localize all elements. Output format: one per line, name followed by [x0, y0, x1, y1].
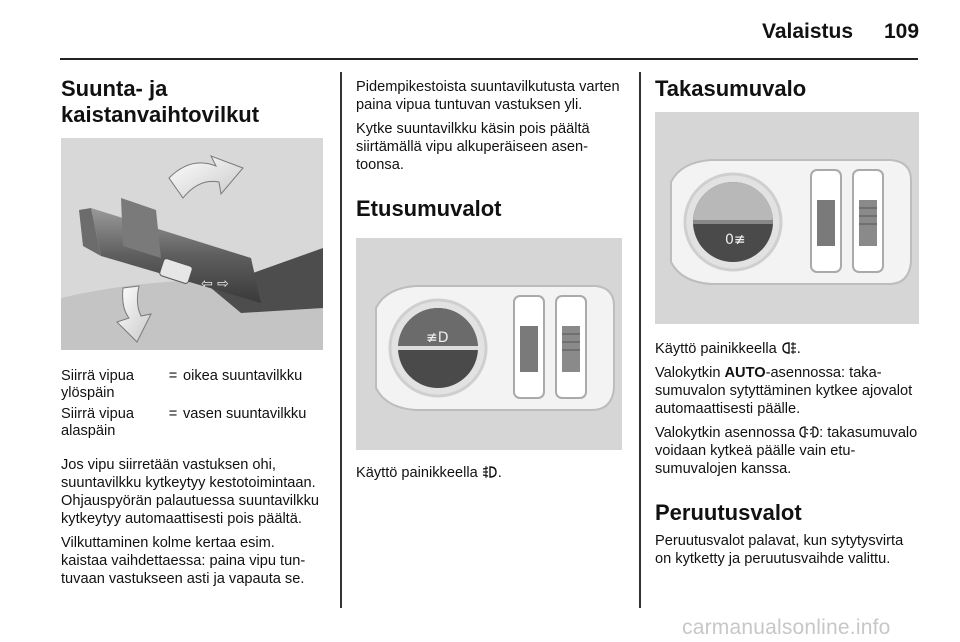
paragraph: Kytke suuntavilkku käsin pois päältä siirtämällä vipu alkuperäiseen asentoonsa.	[356, 121, 590, 173]
front-fog-switch-icon	[356, 238, 622, 450]
column-divider-right	[639, 72, 641, 608]
svg-text:⇦ ⇨: ⇦ ⇨	[201, 276, 229, 292]
section-heading-turn-signals: Suunta- ja kaistanvaihtovilkut	[61, 76, 260, 127]
turn-signal-lever-figure	[61, 138, 323, 350]
text-prefix: Valokytkin asennossa	[655, 425, 800, 441]
turn-signal-table	[61, 368, 323, 440]
caption-suffix: .	[796, 341, 801, 357]
figure-caption	[356, 464, 624, 482]
paragraph: Pidempikestoista suuntavilkutusta varten paina vipua tuntuvan vastuksen yli.	[356, 79, 620, 113]
table-cell-result: vasen suuntavilkku	[183, 406, 307, 422]
svg-text:≢D: ≢D	[426, 330, 449, 346]
text-suffix: -asennossa: takasumuvalon sytyttäminen kytkee ajovalot automaattisesti päälle.	[655, 365, 913, 417]
figure-caption	[655, 340, 920, 358]
section-heading-rear-fog: Takasumuvalo	[655, 76, 807, 101]
rear-fog-switch-figure	[655, 112, 919, 324]
front-fog-light-icon	[482, 465, 498, 479]
page-header	[0, 0, 960, 62]
rear-fog-switch-icon	[655, 112, 919, 324]
table-cell-action: Siirrä vipua ylöspäin	[61, 368, 134, 401]
text-suffix: : takasumuvalo voidaan kytkeä päälle vain etusumuvalojen kanssa.	[655, 425, 918, 477]
header-rule	[60, 58, 918, 60]
section-heading-front-fog: Etusumuvalot	[356, 196, 502, 221]
paragraph: Jos vipu siirretään vastuksen ohi, suuntavilkku kytkeytyy kestotoimintaan. Ohjauspyörän palautuessa suuntavilkku kytkeytyy automaattisesti pois päältä.	[61, 457, 319, 527]
table-cell-action: Siirrä vipua alaspäin	[61, 406, 134, 439]
rear-fog-light-icon	[781, 341, 797, 355]
page-number: 109	[884, 20, 920, 43]
section-heading-reversing-lights: Peruutusvalot	[655, 500, 802, 525]
low-beam-icon	[799, 425, 819, 439]
table-cell-eq: =	[168, 406, 178, 422]
front-fog-switch-figure	[356, 238, 622, 450]
table-cell-result: oikea suuntavilkku	[183, 368, 303, 384]
paragraph	[655, 364, 920, 418]
paragraph	[655, 424, 920, 478]
turn-signal-lever-icon	[61, 138, 323, 350]
column-rear-fog	[655, 76, 920, 568]
watermark: carmanualsonline.info	[682, 616, 891, 639]
paragraph: Vilkuttaminen kolme kertaa esim. kaistaa vaihdettaessa: paina vipu tuntuvaan vastukseen asti ja vapauta se.	[61, 535, 306, 587]
page-footer	[0, 614, 960, 642]
caption-text: Käyttö painikkeella	[655, 341, 781, 357]
column-front-fog	[356, 78, 624, 482]
page-title: Valaistus	[762, 20, 854, 43]
column-turn-signals	[61, 76, 325, 588]
column-divider-left	[340, 72, 342, 608]
svg-text:0≢: 0≢	[725, 232, 746, 248]
table-cell-eq: =	[168, 368, 178, 384]
caption-text: Käyttö painikkeella	[356, 465, 482, 481]
table-row	[61, 368, 323, 402]
text-prefix: Valokytkin	[655, 365, 725, 381]
caption-suffix: .	[497, 465, 502, 481]
table-row	[61, 402, 323, 440]
auto-label: AUTO	[724, 365, 766, 381]
paragraph: Peruutusvalot palavat, kun sytytysvirta on kytketty ja peruutusvaihde valittu.	[655, 533, 904, 567]
